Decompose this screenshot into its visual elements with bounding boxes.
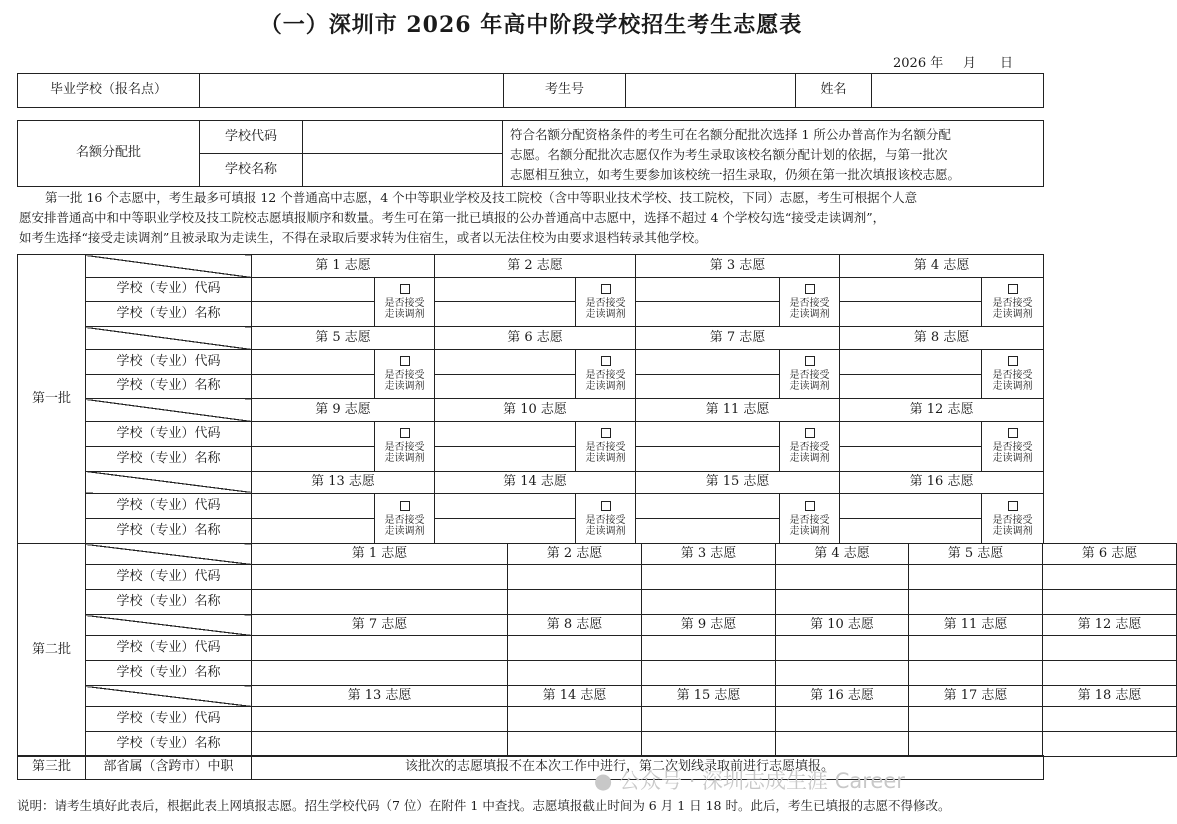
choice-header: 第 2 志愿 <box>508 544 642 565</box>
school-code-field[interactable] <box>508 707 642 732</box>
school-name-field[interactable] <box>435 302 576 327</box>
school-name-field[interactable] <box>252 661 508 686</box>
student-name-field[interactable] <box>872 74 1044 108</box>
accept-label: 走读调剂 <box>585 308 626 320</box>
accept-label: 是否接受 <box>992 297 1033 309</box>
choice-header: 第 16 志愿 <box>776 686 909 707</box>
accept-dayschool-checkbox[interactable] <box>780 494 840 544</box>
school-name-field[interactable] <box>642 590 776 615</box>
school-name-field[interactable] <box>840 302 982 327</box>
date-year: 2026 年 <box>893 56 944 71</box>
accept-dayschool-checkbox[interactable] <box>576 494 636 544</box>
school-code-field[interactable] <box>435 277 576 302</box>
choice-header: 第 6 志愿 <box>435 327 636 350</box>
school-code-field[interactable] <box>252 565 508 590</box>
header-diagonal-cell <box>86 471 252 494</box>
choice-header: 第 1 志愿 <box>252 544 508 565</box>
quota-note-line: 符合名额分配资格条件的考生可在名额分配批次选择 1 所公办普高作为名额分配 <box>510 126 951 142</box>
accept-label: 是否接受 <box>992 442 1033 454</box>
accept-label: 是否接受 <box>585 297 626 309</box>
accept-label: 是否接受 <box>585 514 626 526</box>
accept-label: 走读调剂 <box>992 453 1033 465</box>
checkbox-icon[interactable] <box>805 284 815 294</box>
accept-label: 走读调剂 <box>789 308 830 320</box>
watermark <box>594 765 905 795</box>
choice-header: 第 5 志愿 <box>909 544 1043 565</box>
accept-label: 走读调剂 <box>384 381 425 393</box>
choice-header: 第 6 志愿 <box>1043 544 1177 565</box>
choice-header: 第 15 志愿 <box>642 686 776 707</box>
checkbox-icon[interactable] <box>805 428 815 438</box>
school-name-field[interactable] <box>840 446 982 471</box>
school-code-field[interactable] <box>252 494 375 519</box>
accept-label: 走读调剂 <box>585 453 626 465</box>
student-info-table <box>17 73 1044 108</box>
page-title: （一）深圳市 2026 年高中阶段学校招生考生志愿表 <box>259 12 803 38</box>
exam-number-label: 考生号 <box>504 74 626 108</box>
header-diagonal-cell <box>86 399 252 422</box>
school-name-label: 学校（专业）名称 <box>86 519 252 544</box>
checkbox-icon[interactable] <box>400 356 410 366</box>
choice-header: 第 17 志愿 <box>909 686 1043 707</box>
school-name-field[interactable] <box>508 590 642 615</box>
checkbox-icon[interactable] <box>601 501 611 511</box>
school-code-field[interactable] <box>252 349 375 374</box>
choice-header: 第 8 志愿 <box>508 615 642 636</box>
school-code-field[interactable] <box>840 277 982 302</box>
school-code-field[interactable] <box>252 277 375 302</box>
school-code-label: 学校（专业）代码 <box>86 494 252 519</box>
accept-dayschool-checkbox[interactable] <box>576 349 636 399</box>
accept-label: 走读调剂 <box>585 525 626 537</box>
wechat-icon: ● <box>594 769 613 793</box>
accept-label: 走读调剂 <box>384 308 425 320</box>
graduation-school-field[interactable] <box>200 74 504 108</box>
accept-label: 是否接受 <box>992 370 1033 382</box>
quota-name-label: 学校名称 <box>200 154 303 187</box>
choice-header: 第 13 志愿 <box>252 471 435 494</box>
instructions <box>19 188 1043 248</box>
school-code-field[interactable] <box>642 636 776 661</box>
school-name-label: 学校（专业）名称 <box>86 590 252 615</box>
school-code-field[interactable] <box>776 636 909 661</box>
checkbox-icon[interactable] <box>601 356 611 366</box>
choice-header: 第 7 志愿 <box>636 327 840 350</box>
choice-header: 第 12 志愿 <box>840 399 1044 422</box>
accept-label: 是否接受 <box>585 370 626 382</box>
choice-header: 第 14 志愿 <box>435 471 636 494</box>
school-name-field[interactable] <box>1043 732 1177 757</box>
school-name-field[interactable] <box>435 446 576 471</box>
school-name-label: 学校（专业）名称 <box>86 374 252 399</box>
quota-code-label: 学校代码 <box>200 121 303 154</box>
school-code-field[interactable] <box>636 277 780 302</box>
batch2-label: 第二批 <box>18 544 86 757</box>
school-name-field[interactable] <box>909 732 1043 757</box>
accept-dayschool-checkbox[interactable] <box>982 494 1044 544</box>
accept-label: 走读调剂 <box>585 381 626 393</box>
school-name-field[interactable] <box>840 519 982 544</box>
accept-dayschool-checkbox[interactable] <box>982 349 1044 399</box>
choice-header: 第 7 志愿 <box>252 615 508 636</box>
checkbox-icon[interactable] <box>1008 501 1018 511</box>
school-code-field[interactable] <box>1043 636 1177 661</box>
school-name-field[interactable] <box>776 661 909 686</box>
school-name-field[interactable] <box>508 732 642 757</box>
school-name-field[interactable] <box>1043 590 1177 615</box>
batch1-label: 第一批 <box>18 255 86 544</box>
quota-note-line: 志愿。名额分配批次志愿仅作为考生录取该校名额分配计划的依据，与第一批次 <box>510 146 948 162</box>
exam-number-field[interactable] <box>626 74 796 108</box>
school-code-field[interactable] <box>636 349 780 374</box>
school-name-label: 学校（专业）名称 <box>86 732 252 757</box>
school-code-field[interactable] <box>636 494 780 519</box>
accept-dayschool-checkbox[interactable] <box>780 277 840 327</box>
accept-label: 走读调剂 <box>992 308 1033 320</box>
accept-dayschool-checkbox[interactable] <box>375 494 435 544</box>
school-code-field[interactable] <box>840 494 982 519</box>
school-name-field[interactable] <box>435 519 576 544</box>
accept-label: 走读调剂 <box>789 525 830 537</box>
school-code-field[interactable] <box>1043 707 1177 732</box>
quota-name-field[interactable] <box>303 154 503 187</box>
school-name-label: 学校（专业）名称 <box>86 661 252 686</box>
header-diagonal-cell <box>86 255 252 278</box>
instructions-line: 愿安排普通高中和中等职业学校及技工院校志愿填报顺序和数量。考生可在第一批已填报的公办普通高中志愿中，选择不超过 4 个学校勾选“接受走读调剂”， <box>19 210 886 225</box>
school-code-field[interactable] <box>435 422 576 447</box>
accept-dayschool-checkbox[interactable] <box>375 277 435 327</box>
batch1-table <box>17 254 1044 544</box>
school-code-field[interactable] <box>636 422 780 447</box>
checkbox-icon[interactable] <box>1008 284 1018 294</box>
school-name-field[interactable] <box>636 446 780 471</box>
school-name-field[interactable] <box>776 590 909 615</box>
choice-header: 第 14 志愿 <box>508 686 642 707</box>
quota-batch-label: 名额分配批 <box>18 121 200 187</box>
choice-header: 第 2 志愿 <box>435 255 636 278</box>
instructions-line: 第一批 16 个志愿中，考生最多可填报 12 个普通高中志愿，4 个中等职业学校及技工院校（含中等职业技术学校、技工院校，下同）志愿，考生可根据个人意 <box>45 190 918 205</box>
choice-header: 第 8 志愿 <box>840 327 1044 350</box>
date-month: 月 <box>963 56 977 71</box>
checkbox-icon[interactable] <box>400 501 410 511</box>
choice-header: 第 3 志愿 <box>642 544 776 565</box>
accept-label: 是否接受 <box>384 514 425 526</box>
school-code-field[interactable] <box>435 494 576 519</box>
school-code-label: 学校（专业）代码 <box>86 565 252 590</box>
school-code-field[interactable] <box>252 707 508 732</box>
accept-dayschool-checkbox[interactable] <box>780 422 840 472</box>
choice-header: 第 4 志愿 <box>840 255 1044 278</box>
school-code-field[interactable] <box>840 422 982 447</box>
quota-code-field[interactable] <box>303 121 503 154</box>
choice-header: 第 4 志愿 <box>776 544 909 565</box>
school-code-field[interactable] <box>642 565 776 590</box>
choice-header: 第 12 志愿 <box>1043 615 1177 636</box>
batch2-table <box>17 543 1177 757</box>
batch3-note: 该批次的志愿填报不在本次工作中进行，第二次划线录取前进行志愿填报。 <box>252 756 1044 780</box>
school-name-field[interactable] <box>252 302 375 327</box>
school-name-field[interactable] <box>508 661 642 686</box>
accept-label: 是否接受 <box>585 442 626 454</box>
school-code-field[interactable] <box>840 349 982 374</box>
school-code-label: 学校（专业）代码 <box>86 636 252 661</box>
watermark-text: 公众号 · 深圳志成生涯 Career <box>619 769 905 793</box>
checkbox-icon[interactable] <box>601 428 611 438</box>
school-name-field[interactable] <box>636 302 780 327</box>
choice-header: 第 16 志愿 <box>840 471 1044 494</box>
header-diagonal-cell <box>86 615 252 636</box>
accept-label: 走读调剂 <box>384 525 425 537</box>
accept-dayschool-checkbox[interactable] <box>982 277 1044 327</box>
accept-label: 是否接受 <box>789 370 830 382</box>
accept-label: 是否接受 <box>789 442 830 454</box>
choice-header: 第 9 志愿 <box>642 615 776 636</box>
school-name-field[interactable] <box>252 590 508 615</box>
accept-label: 是否接受 <box>384 442 425 454</box>
quota-batch-table <box>17 120 1044 187</box>
quota-note-line: 志愿相互独立，如考生要参加该校统一招生录取，仍须在第一批次填报该校志愿。 <box>510 166 961 182</box>
header-diagonal-cell <box>86 327 252 350</box>
header-diagonal-cell <box>86 544 252 565</box>
accept-label: 走读调剂 <box>992 525 1033 537</box>
accept-label: 走读调剂 <box>789 453 830 465</box>
school-name-field[interactable] <box>252 446 375 471</box>
header-diagonal-cell <box>86 686 252 707</box>
accept-label: 是否接受 <box>789 514 830 526</box>
school-name-field[interactable] <box>642 661 776 686</box>
checkbox-icon[interactable] <box>1008 356 1018 366</box>
school-code-field[interactable] <box>508 636 642 661</box>
school-name-field[interactable] <box>776 732 909 757</box>
school-code-field[interactable] <box>252 636 508 661</box>
school-code-field[interactable] <box>252 422 375 447</box>
checkbox-icon[interactable] <box>400 284 410 294</box>
school-code-field[interactable] <box>1043 565 1177 590</box>
accept-dayschool-checkbox[interactable] <box>375 349 435 399</box>
choice-header: 第 10 志愿 <box>776 615 909 636</box>
school-name-field[interactable] <box>909 661 1043 686</box>
school-code-field[interactable] <box>776 707 909 732</box>
accept-label: 走读调剂 <box>992 381 1033 393</box>
accept-label: 是否接受 <box>789 297 830 309</box>
accept-label: 走读调剂 <box>789 381 830 393</box>
school-name-field[interactable] <box>1043 661 1177 686</box>
choice-header: 第 18 志愿 <box>1043 686 1177 707</box>
choice-header: 第 11 志愿 <box>909 615 1043 636</box>
school-code-field[interactable] <box>508 565 642 590</box>
accept-dayschool-checkbox[interactable] <box>576 422 636 472</box>
accept-dayschool-checkbox[interactable] <box>576 277 636 327</box>
accept-label: 是否接受 <box>992 514 1033 526</box>
date-day: 日 <box>1000 56 1014 71</box>
batch3-label: 第三批 <box>18 756 86 780</box>
school-name-field[interactable] <box>252 732 508 757</box>
batch3-row-label: 部省属（含跨市）中职 <box>86 756 252 780</box>
choice-header: 第 1 志愿 <box>252 255 435 278</box>
school-code-label: 学校（专业）代码 <box>86 707 252 732</box>
school-name-field[interactable] <box>435 374 576 399</box>
accept-label: 是否接受 <box>384 297 425 309</box>
school-code-label: 学校（专业）代码 <box>86 422 252 447</box>
checkbox-icon[interactable] <box>1008 428 1018 438</box>
school-name-label: 学校（专业）名称 <box>86 302 252 327</box>
choice-header: 第 11 志愿 <box>636 399 840 422</box>
accept-dayschool-checkbox[interactable] <box>982 422 1044 472</box>
checkbox-icon[interactable] <box>805 501 815 511</box>
choice-header: 第 15 志愿 <box>636 471 840 494</box>
accept-label: 是否接受 <box>384 370 425 382</box>
school-name-field[interactable] <box>252 519 375 544</box>
quota-note <box>503 121 1044 187</box>
school-name-field[interactable] <box>909 590 1043 615</box>
school-name-field[interactable] <box>636 374 780 399</box>
choice-header: 第 13 志愿 <box>252 686 508 707</box>
school-code-label: 学校（专业）代码 <box>86 277 252 302</box>
graduation-school-label: 毕业学校（报名点） <box>18 74 200 108</box>
school-code-field[interactable] <box>435 349 576 374</box>
school-code-field[interactable] <box>642 707 776 732</box>
choice-header: 第 3 志愿 <box>636 255 840 278</box>
choice-header: 第 5 志愿 <box>252 327 435 350</box>
school-name-field[interactable] <box>840 374 982 399</box>
instructions-line: 如考生选择“接受走读调剂”且被录取为走读生，不得在录取后要求转为住宿生，或者以无法住校为由要求退档转录其他学校。 <box>19 230 707 245</box>
choice-header: 第 10 志愿 <box>435 399 636 422</box>
accept-label: 走读调剂 <box>384 453 425 465</box>
school-code-field[interactable] <box>909 636 1043 661</box>
checkbox-icon[interactable] <box>400 428 410 438</box>
school-name-field[interactable] <box>642 732 776 757</box>
checkbox-icon[interactable] <box>601 284 611 294</box>
school-name-label: 学校（专业）名称 <box>86 446 252 471</box>
school-code-field[interactable] <box>909 707 1043 732</box>
school-code-label: 学校（专业）代码 <box>86 349 252 374</box>
school-code-field[interactable] <box>776 565 909 590</box>
student-name-label: 姓名 <box>796 74 872 108</box>
checkbox-icon[interactable] <box>805 356 815 366</box>
accept-dayschool-checkbox[interactable] <box>780 349 840 399</box>
school-code-field[interactable] <box>909 565 1043 590</box>
choice-header: 第 9 志愿 <box>252 399 435 422</box>
accept-dayschool-checkbox[interactable] <box>375 422 435 472</box>
footer-note: 说明：请考生填好此表后，根据此表上网填报志愿。招生学校代码（7 位）在附件 1 中查找。志愿填报截止时间为 6 月 1 日 18 时。此后，考生已填报的志愿不得修改。 <box>17 798 951 813</box>
school-name-field[interactable] <box>252 374 375 399</box>
school-name-field[interactable] <box>636 519 780 544</box>
